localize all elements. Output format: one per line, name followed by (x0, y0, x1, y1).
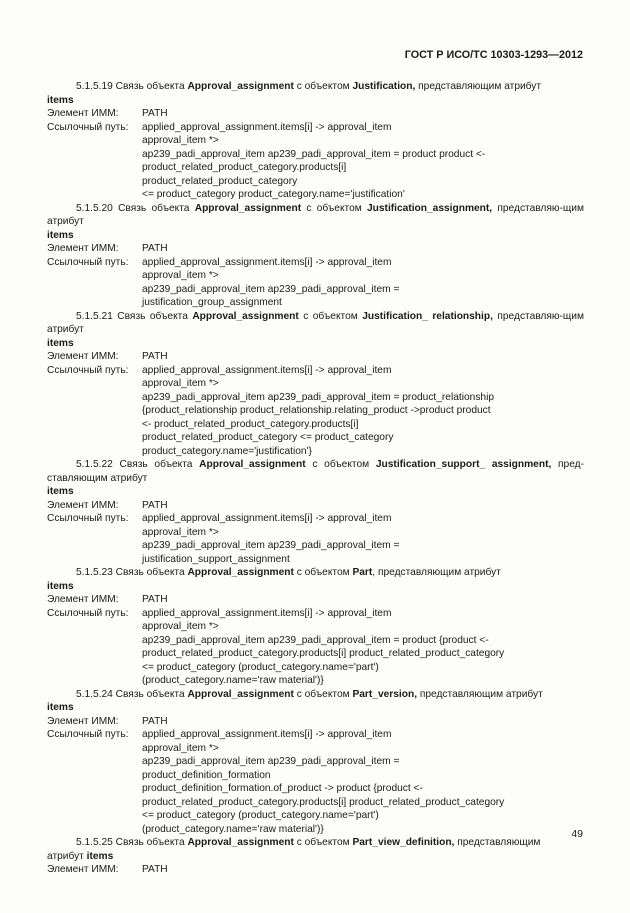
attribute-name: items (47, 486, 74, 497)
path-line: <= product_category (product_category.name='part') (142, 810, 379, 821)
path-line: approval_item *> (142, 621, 219, 632)
heading-text: пред-ставляющим атрибут (47, 459, 584, 484)
entity-name: Approval_assignment (187, 837, 294, 848)
section-s22 (47, 458, 584, 566)
element-row (47, 350, 584, 364)
heading-text: 5.1.5.23 Связь объекта (76, 567, 188, 578)
entity-name: Justification_support_ assignment, (375, 459, 552, 470)
entity-name: Justification, (352, 81, 416, 92)
path-line: product_related_product_category.products[i] product_related_product_category (142, 796, 505, 808)
heading-tail (47, 229, 584, 243)
path-lines (142, 512, 584, 566)
attribute-name: items (47, 580, 74, 592)
element-label: Элемент ИММ: (47, 594, 119, 605)
section-heading (47, 566, 584, 580)
element-value: PATH (142, 499, 168, 511)
path-line: applied_approval_assignment.items[i] -> approval_item (142, 256, 392, 268)
element-value: PATH (142, 351, 168, 362)
path-row (47, 256, 584, 310)
section-heading (47, 310, 584, 337)
heading-text: представляю-щим атрибут (47, 202, 585, 227)
heading-line (47, 203, 584, 228)
entity-name: Approval_assignment (199, 459, 306, 470)
path-label: Ссылочный путь: (47, 729, 129, 740)
path-line: product_related_product_category.products[i] product_related_product_category (142, 648, 505, 659)
attribute-name: items (47, 94, 74, 106)
path-line: ap239_padi_approval_item ap239_padi_approval_item = product {product <- (142, 634, 489, 646)
entity-name: Part (352, 567, 373, 578)
path-label: Ссылочный путь: (47, 121, 129, 133)
heading-text: 5.1.5.21 Связь объекта (76, 310, 193, 322)
path-line: (product_category.name='raw material')} (142, 823, 324, 835)
entity-name: Part_version, (352, 688, 418, 700)
heading-text: с объектом (301, 202, 367, 214)
heading-text: представляющим атрибут (415, 81, 542, 92)
path-label: Ссылочный путь: (47, 607, 129, 619)
section-heading (47, 202, 584, 229)
path-line: ap239_padi_approval_item ap239_padi_approval_item = product product <- (142, 148, 486, 160)
path-line: approval_item *> (142, 378, 219, 389)
heading-text: с объектом (293, 688, 353, 700)
path-line: product_related_product_category.products[i] (142, 162, 347, 173)
path-line: approval_item *> (142, 135, 219, 146)
path-line: applied_approval_assignment.items[i] -> approval_item (142, 607, 392, 619)
page-number: 49 (571, 828, 583, 840)
section-heading (47, 458, 584, 485)
heading-tail (47, 485, 584, 499)
section-s21 (47, 310, 584, 459)
element-label: Элемент ИММ: (47, 715, 119, 727)
attribute-name: items (47, 229, 74, 241)
attribute-name: items (86, 850, 114, 862)
entity-name: Approval_assignment (187, 81, 294, 92)
path-line: ap239_padi_approval_item ap239_padi_approval_item = (142, 283, 400, 295)
section-s24 (47, 688, 584, 837)
element-value: PATH (142, 864, 168, 875)
element-row (47, 715, 584, 729)
heading-text: 5.1.5.20 Связь объекта (76, 202, 195, 214)
path-line: (product_category.name='raw material')} (142, 675, 324, 686)
heading-text: представляющим (454, 837, 541, 848)
heading-line (47, 837, 540, 848)
section-heading (47, 688, 584, 702)
heading-text: представляющим атрибут (417, 688, 543, 700)
path-line: product_related_product_category <= product_category (142, 432, 394, 443)
entity-name: Approval_assignment (187, 567, 294, 578)
heading-text: с объектом (293, 81, 353, 92)
path-row (47, 607, 584, 688)
heading-tail (47, 701, 584, 715)
path-line: applied_approval_assignment.items[i] -> approval_item (142, 729, 392, 740)
heading-text: с объектом (293, 837, 353, 848)
path-lines (142, 121, 584, 202)
heading-tail (47, 337, 584, 351)
entity-name: Part_view_definition, (352, 837, 455, 848)
path-line: <= product_category product_category.name='justification' (142, 189, 405, 200)
element-row (47, 242, 584, 256)
path-label: Ссылочный путь: (47, 256, 129, 268)
path-line: justification_support_assignment (142, 553, 290, 565)
heading-line (47, 81, 541, 92)
heading-line (47, 459, 584, 484)
standard-header: ГОСТ Р ИСО/ТС 10303-1293—2012 (404, 49, 583, 61)
heading-text: с объектом (298, 310, 363, 322)
path-label: Ссылочный путь: (47, 513, 129, 524)
heading-text: с объектом (293, 567, 353, 578)
path-lines (142, 728, 584, 836)
heading-tail (47, 850, 584, 864)
heading-text: 5.1.5.25 Связь объекта (76, 837, 188, 848)
element-label: Элемент ИММ: (47, 108, 119, 119)
path-line: product_related_product_category (142, 175, 298, 187)
heading-text: , представляющим атрибут (372, 567, 501, 578)
path-lines (142, 256, 584, 310)
heading-text: представляю-щим атрибут (47, 310, 585, 335)
path-line: approval_item *> (142, 742, 219, 754)
section-heading (47, 836, 584, 850)
path-line: ap239_padi_approval_item ap239_padi_approval_item = (142, 540, 400, 551)
element-label: Элемент ИММ: (47, 499, 119, 511)
section-heading (47, 80, 584, 94)
path-line: <= product_category (product_category.name='part') (142, 661, 379, 673)
path-line: approval_item *> (142, 270, 219, 281)
path-line: approval_item *> (142, 526, 219, 538)
heading-text: 5.1.5.24 Связь объекта (76, 688, 188, 700)
heading-text: 5.1.5.19 Связь объекта (76, 81, 188, 92)
path-line: applied_approval_assignment.items[i] -> approval_item (142, 364, 392, 376)
heading-tail (47, 94, 584, 108)
element-label: Элемент ИММ: (47, 864, 119, 875)
element-value: PATH (142, 108, 168, 119)
entity-name: Justification_ relationship, (362, 310, 493, 322)
heading-tail (47, 580, 584, 594)
path-lines (142, 607, 584, 688)
path-label: Ссылочный путь: (47, 364, 129, 376)
heading-text: атрибут (47, 850, 87, 862)
attribute-name: items (47, 702, 74, 713)
path-line: product_definition_formation.of_product -> product {product <- (142, 783, 423, 794)
heading-text: с объектом (305, 459, 376, 470)
path-row (47, 728, 584, 836)
element-row (47, 107, 584, 121)
heading-line (47, 689, 543, 700)
element-row (47, 863, 584, 877)
path-line: product_definition_formation (142, 769, 271, 781)
entity-name: Approval_assignment (192, 310, 299, 322)
element-row (47, 593, 584, 607)
element-label: Элемент ИММ: (47, 351, 119, 362)
entity-name: Approval_assignment (187, 688, 294, 700)
heading-text: 5.1.5.22 Связь объекта (76, 459, 200, 470)
path-lines (142, 364, 584, 459)
section-s23 (47, 566, 584, 688)
path-line: ap239_padi_approval_item ap239_padi_approval_item = product_relationship (142, 391, 495, 403)
path-line: applied_approval_assignment.items[i] -> approval_item (142, 513, 392, 524)
element-value: PATH (142, 715, 168, 727)
element-row (47, 499, 584, 513)
section-s19 (47, 80, 584, 202)
path-row (47, 512, 584, 566)
path-line: <- product_related_product_category.products[i] (142, 418, 359, 430)
path-line: justification_group_assignment (142, 297, 282, 308)
element-label: Элемент ИММ: (47, 243, 119, 254)
section-s20 (47, 202, 584, 310)
path-line: {product_relationship product_relationship.relating_product ->product product (142, 405, 491, 416)
heading-line (47, 311, 584, 336)
attribute-name: items (47, 337, 74, 349)
element-value: PATH (142, 594, 168, 605)
document-body (47, 80, 584, 877)
entity-name: Justification_assignment, (367, 202, 493, 214)
entity-name: Approval_assignment (194, 202, 302, 214)
element-value: PATH (142, 243, 168, 254)
section-s25 (47, 836, 584, 877)
path-row (47, 364, 584, 459)
path-line: applied_approval_assignment.items[i] -> approval_item (142, 121, 392, 133)
path-row (47, 121, 584, 202)
path-line: ap239_padi_approval_item ap239_padi_approval_item = (142, 756, 400, 767)
heading-line (47, 567, 501, 578)
path-line: product_category.name='justification'} (142, 445, 312, 457)
